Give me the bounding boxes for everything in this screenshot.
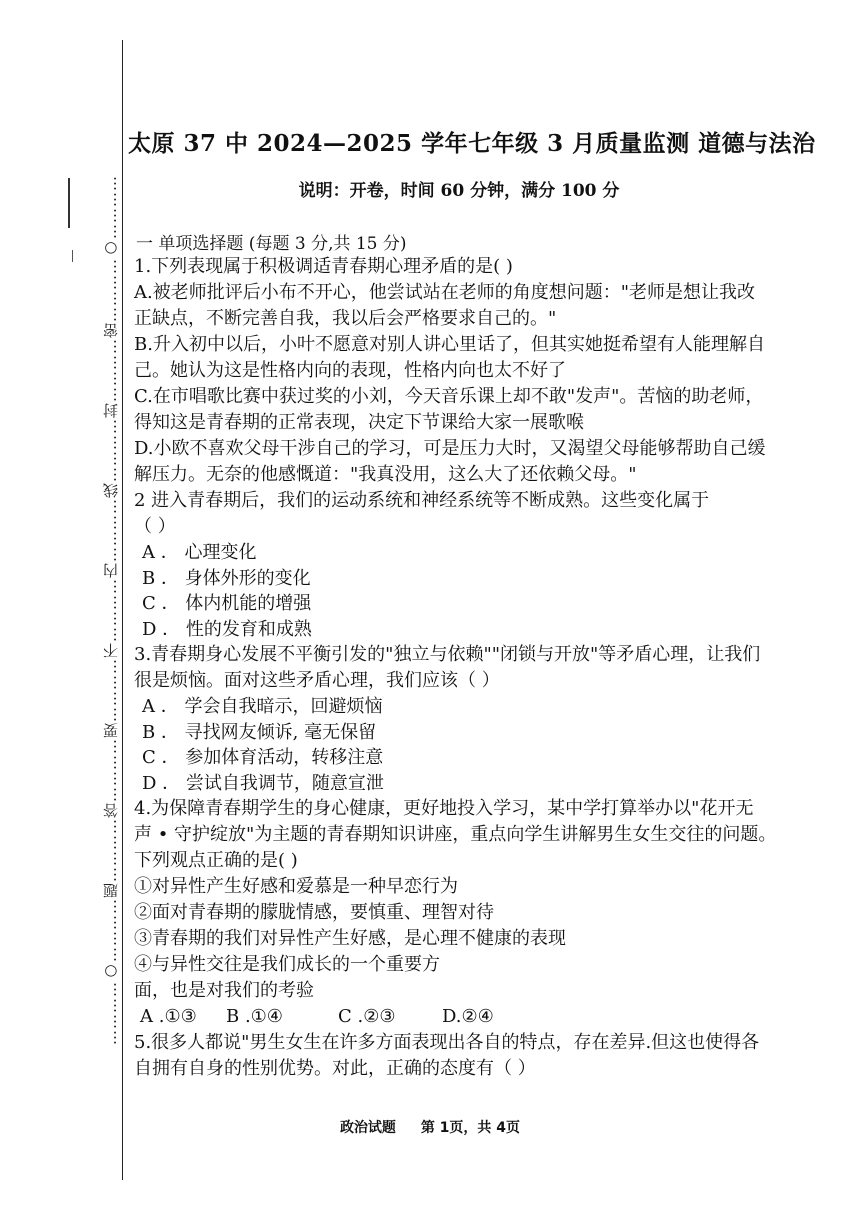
option-d-line1: D.小欧不喜欢父母干涉自己的学习，可是压力大时，又渴望父母能够帮助自己缓 xyxy=(134,438,766,459)
statement-1: ①对异性产生好感和爱慕是一种早恋行为 xyxy=(134,876,458,897)
option-c-line2: 得知这是青春期的正常表现，决定下节课给大家一展歌喉 xyxy=(134,412,584,433)
option-a: A ． 心理变化 xyxy=(142,542,257,563)
option-a: A .①③ xyxy=(140,1006,197,1027)
margin-mark xyxy=(68,178,70,228)
option-a: A ． 学会自我暗示，回避烦恼 xyxy=(142,696,383,717)
question-stem-line1: 4.为保障青春期学生的身心健康，更好地投入学习，某中学打算举办以"花开无 xyxy=(134,798,754,819)
question-stem: 1.下列表现属于积极调适青春期心理矛盾的是( ) xyxy=(134,256,513,277)
question-stem-line1: 3.青春期身心发展不平衡引发的"独立与依赖""闭锁与开放"等矛盾心理，让我们 xyxy=(134,644,761,665)
exam-title: 太原 37 中 2024—2025 学年七年级 3 月质量监测 道德与法治 xyxy=(128,130,816,157)
binding-margin-text: …………○…………题…………答…………要…………不…………内…………线…………封…………密…………○………… xyxy=(102,175,120,1045)
option-a-line1: A.被老师批评后小布不开心，他尝试站在老师的角度想问题："老师是想让我改 xyxy=(134,282,755,303)
question-5 xyxy=(134,1030,784,1082)
option-c-line1: C.在市唱歌比赛中获过奖的小刘，今天音乐课上却不敢"发声"。苦恼的助老师， xyxy=(134,386,764,407)
option-c: C ． 参加体育活动，转移注意 xyxy=(142,747,384,768)
binding-margin xyxy=(100,40,123,1180)
question-4 xyxy=(134,796,784,1030)
exam-instructions: 说明：开卷，时间 60 分钟，满分 100 分 xyxy=(298,181,620,201)
option-c: C ． 体内机能的增强 xyxy=(142,593,312,614)
question-1 xyxy=(134,254,784,488)
question-stem-line2: 自拥有自身的性别优势。对此，正确的态度有（ ） xyxy=(134,1058,536,1079)
option-d-line2: 解压力。无奈的他感慨道："我真没用，这么大了还依赖父母。" xyxy=(134,464,637,485)
option-a-line2: 正缺点，不断完善自我，我以后会严格要求自己的。" xyxy=(134,308,557,329)
question-2 xyxy=(134,488,784,642)
margin-mark-small xyxy=(72,250,73,262)
option-b: B ． 寻找网友倾诉, 毫无保留 xyxy=(142,721,377,743)
footer-subject: 政治试题 xyxy=(339,1120,396,1136)
question-stem-line2: 很是烦恼。面对这些矛盾心理，我们应该（ ） xyxy=(134,670,500,691)
option-b: B .①④ xyxy=(226,1006,283,1027)
question-stem-line1: 2 进入青春期后，我们的运动系统和神经系统等不断成熟。这些变化属于 xyxy=(134,490,710,511)
statement-3: ③青春期的我们对异性产生好感，是心理不健康的表现 xyxy=(134,928,566,949)
statement-2: ②面对青春期的朦胧情感，要慎重、理智对待 xyxy=(134,902,494,923)
option-d: D.②④ xyxy=(442,1006,494,1027)
footer-page-number: 第 1页，共 4页 xyxy=(420,1120,521,1136)
question-stem-line1: 5.很多人都说"男生女生在许多方面表现出各自的特点，存在差异.但这也使得各 xyxy=(134,1032,760,1053)
question-stem-line3: 下列观点正确的是( ) xyxy=(134,850,298,871)
statement-4: ④与异性交往是我们成长的一个重要方 xyxy=(134,954,440,975)
statement-4-continued: 面，也是对我们的考验 xyxy=(134,980,314,1001)
option-d: D ． 性的发育和成熟 xyxy=(142,618,312,640)
option-d: D ． 尝试自我调节，随意宣泄 xyxy=(142,772,384,794)
option-row xyxy=(134,1004,784,1030)
option-b: B ． 身体外形的变化 xyxy=(142,567,311,589)
option-b-line1: B.升入初中以后，小叶不愿意对别人讲心里话了，但其实她挺希望有人能理解自 xyxy=(134,334,765,355)
question-stem-line2: （ ） xyxy=(134,516,176,537)
question-stem-line2: 声 • 守护绽放"为主题的青春期知识讲座，重点向学生讲解男生女生交往的问题。 xyxy=(134,824,777,845)
option-c: C .②③ xyxy=(338,1006,396,1027)
exam-content xyxy=(128,125,816,1082)
section-heading: 一 单项选择题 (每题 3 分,共 15 分) xyxy=(136,234,407,254)
question-3 xyxy=(134,642,784,796)
page-footer xyxy=(0,1117,860,1137)
option-b-line2: 己。她认为这是性格内向的表现，性格内向也太不好了 xyxy=(134,360,566,381)
